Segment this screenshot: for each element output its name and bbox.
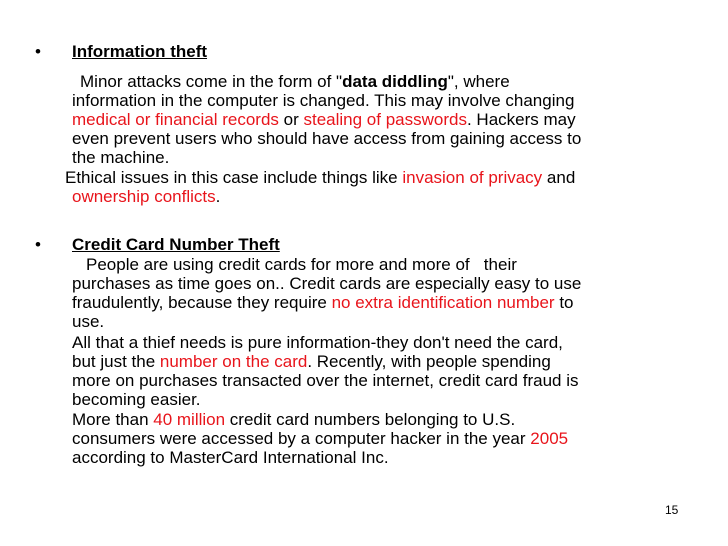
highlight-term: invasion of privacy	[402, 168, 543, 187]
text-line	[72, 110, 576, 130]
bullet-marker: •	[35, 42, 41, 61]
text-run: information in the computer is changed. This may involve changing	[72, 91, 575, 110]
text-run: more on purchases transacted over the internet, credit card fraud is	[72, 371, 579, 390]
text-run: People are using credit cards for more and more of their	[86, 255, 517, 274]
highlight-term: medical or financial records	[72, 110, 279, 129]
text-run: the machine.	[72, 148, 170, 167]
text-line	[72, 187, 220, 207]
text-run: but just the	[72, 352, 160, 371]
bullet-marker: •	[35, 235, 41, 254]
text-run: credit card numbers belonging to U.S.	[225, 410, 516, 429]
text-run: consumers were accessed by a computer hacker in the year	[72, 429, 531, 448]
text-run: More than	[72, 410, 154, 429]
text-run: . Hackers may	[466, 110, 576, 129]
text-run: becoming easier.	[72, 390, 201, 409]
text-run: ", where	[447, 72, 510, 91]
text-line	[72, 352, 551, 372]
text-line	[72, 448, 389, 468]
text-line	[72, 390, 201, 410]
text-run: All that a thief needs is pure information-they don't need the card,	[72, 333, 563, 352]
text-run: or	[278, 110, 304, 129]
text-line	[72, 91, 574, 111]
highlight-term: number on the card	[159, 352, 308, 371]
text-run: . Recently, with people spending	[307, 352, 551, 371]
heading-text: Information theft	[72, 42, 208, 61]
highlight-term: no extra identification number	[331, 293, 555, 312]
text-run: according to MasterCard International Inc.	[72, 448, 389, 467]
text-run: use.	[72, 312, 105, 331]
text-run: purchases as time goes on.. Credit cards are especially easy to use	[72, 274, 582, 293]
text-run: and	[542, 168, 576, 187]
heading-text: Credit Card Number Theft	[72, 235, 280, 254]
text-run: Minor attacks come in the form of "	[80, 72, 343, 91]
text-line	[72, 129, 581, 149]
text-run: Ethical issues in this case include things like	[65, 168, 403, 187]
text-run: fraudulently, because they require	[72, 293, 332, 312]
page-number: 15	[665, 503, 679, 517]
section-title-information-theft	[72, 42, 207, 62]
text-run: .	[215, 187, 221, 206]
text-line	[72, 148, 169, 168]
bold-term-data-diddling: data diddling	[342, 72, 448, 91]
highlight-term: 40 million	[153, 410, 226, 429]
text-line	[72, 293, 574, 313]
text-line	[72, 312, 104, 332]
highlight-term: stealing of passwords	[303, 110, 467, 129]
highlight-term: ownership conflicts	[72, 187, 216, 206]
text-line	[80, 72, 510, 92]
section-title-credit-card-number-theft	[72, 235, 280, 255]
text-line	[72, 410, 515, 430]
text-line	[72, 371, 578, 391]
text-run: even prevent users who should have access from gaining access to	[72, 129, 582, 148]
text-line	[72, 333, 563, 353]
text-line	[86, 255, 517, 275]
text-run: to	[554, 293, 574, 312]
highlight-term: 2005	[530, 429, 569, 448]
text-line	[72, 274, 581, 294]
text-line	[72, 429, 568, 449]
text-line	[65, 168, 575, 188]
